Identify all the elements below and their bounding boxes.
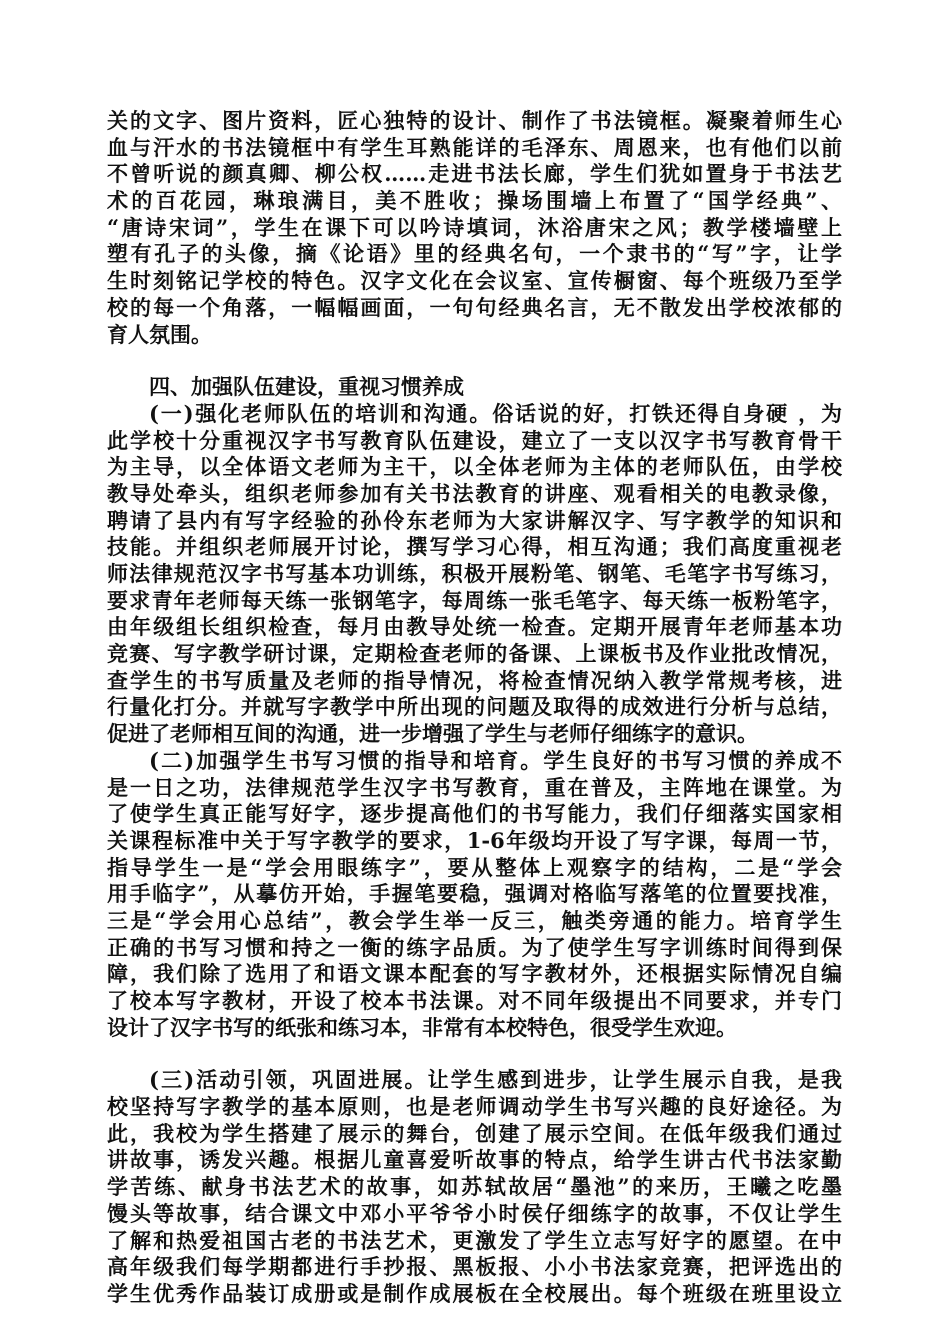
text-line: 由年级组长组织检查，每月由教导处统一检查。定期开展青年老师基本功 bbox=[107, 614, 842, 640]
text-line: 正确的书写习惯和持之一衡的练字品质。为了使学生写字训练时间得到保 bbox=[107, 934, 842, 960]
text-line: 了校本写字教材，开设了校本书法课。对不同年级提出不同要求，并专门 bbox=[107, 988, 842, 1013]
text-line: 学生优秀作品装订成册或是制作成展板在全校展出。每个班级在班里设立 bbox=[107, 1280, 842, 1306]
text-line: 促进了老师相互间的沟通，进一步增强了学生与老师仔细练字的意识。 bbox=[107, 721, 758, 747]
text-line: 此学校十分重视汉字书写教育队伍建设，建立了一支以汉字书写教育骨干 bbox=[107, 427, 842, 453]
text-line: 是一日之功，法律规范学生汉字书写教育，重在普及，主阵地在课堂。为 bbox=[107, 774, 842, 800]
text-line: 此，我校为学生搭建了展示的舞台，创建了展示空间。在低年级我们通过 bbox=[107, 1120, 842, 1146]
text-line: 术的百花园，琳琅满目，美不胜收；操场围墙上布置了“国学经典”、 bbox=[107, 188, 842, 214]
text-line: 三是“学会用心总结”，教会学生举一反三，触类旁通的能力。培育学生 bbox=[107, 907, 842, 933]
text-line: 聘请了县内有写字经验的孙伶东老师为大家讲解汉字、写字教学的知识和 bbox=[107, 507, 842, 533]
text-line: 高年级我们每学期都进行手抄报、黑板报、小小书法家竞赛，把评选出的 bbox=[107, 1254, 842, 1280]
text-line: 讲故事，诱发兴趣。根据儿童喜爱听故事的特点，给学生讲古代书法家勤 bbox=[107, 1147, 842, 1173]
document-page bbox=[107, 108, 842, 1308]
paragraph-activities bbox=[107, 1067, 842, 1307]
text-line: 馒头等故事，结合课文中邓小平爷爷小时侯仔细练字的故事，不仅让学生 bbox=[107, 1200, 842, 1226]
text-line: 了使学生真正能写好字，逐步提高他们的书写能力，我们仔细落实国家相 bbox=[107, 801, 842, 827]
text-line: 学苦练、献身书法艺术的故事，如苏轼故居“墨池”的来历，王曦之吃墨 bbox=[107, 1174, 842, 1200]
text-line: 技能。并组织老师展开讨论，撰写学习心得，相互沟通；我们高度重视老 bbox=[107, 534, 842, 560]
text-line: 关课程标准中关于写字教学的要求，1-6年级均开设了写字课，每周一节， bbox=[107, 827, 842, 853]
text-line: 血与汗水的书法镜框中有学生耳熟能详的毛泽东、周恩来，也有他们以前 bbox=[107, 134, 842, 160]
text-line: 为主导，以全体语文老师为主干，以全体老师为主体的老师队伍，由学校 bbox=[107, 454, 842, 480]
text-line: 关的文字、图片资料，匠心独特的设计、制作了书法镜框。凝聚着师生心 bbox=[107, 108, 842, 133]
text-line: 要求青年老师每天练一张钢笔字，每周练一张毛笔字、每天练一板粉笔字， bbox=[107, 587, 842, 613]
text-line: 校的每一个角落，一幅幅画面，一句句经典名言，无不散发出学校浓郁的 bbox=[107, 294, 842, 320]
text-line: (三)活动引领，巩固进展。让学生感到进步，让学生展示自我，是我 bbox=[149, 1067, 842, 1093]
section-heading: 四、加强队伍建设，重视习惯养成 bbox=[149, 374, 464, 400]
text-line: 师法律规范汉字书写基本功训练，积极开展粉笔、钢笔、毛笔字书写练习， bbox=[107, 561, 842, 586]
text-line: 育人氛围。 bbox=[107, 321, 212, 347]
text-line: 校坚持写字教学的基本原则，也是老师调动学生书写兴趣的良好途径。为 bbox=[107, 1094, 842, 1120]
text-line: 生时刻铭记学校的特色。汉字文化在会议室、宣传橱窗、每个班级乃至学 bbox=[107, 268, 842, 294]
text-line: 查学生的书写质量及老师的指导情况，将检查情况纳入教学常规考核，进 bbox=[107, 667, 842, 693]
text-line: 不曾听说的颜真卿、柳公权……走进书法长廊，学生们犹如置身于书法艺 bbox=[107, 161, 842, 187]
text-line: 行量化打分。并就写字教学中所出现的问题及取得的成效进行分析与总结， bbox=[107, 694, 842, 720]
paragraph-gap bbox=[107, 348, 842, 374]
text-line: (二)加强学生书写习惯的指导和培育。学生良好的书写习惯的养成不 bbox=[149, 747, 842, 773]
text-line: 用手临字”，从摹仿开始，手握笔要稳，强调对格临写落笔的位置要找准， bbox=[107, 881, 842, 907]
paragraph-teacher-training bbox=[107, 401, 842, 748]
text-line: 设计了汉字书写的纸张和练习本，非常有本校特色，很受学生欢迎。 bbox=[107, 1014, 737, 1040]
text-line: “唐诗宋词”，学生在课下可以吟诗填词，沐浴唐宋之风；教学楼墙壁上 bbox=[107, 214, 842, 240]
text-line: 了解和热爱祖国古老的书法艺术，更激发了学生立志写好字的愿望。在中 bbox=[107, 1227, 842, 1253]
text-line: 指导学生一是“学会用眼练字”，要从整体上观察字的结构，二是“学会 bbox=[107, 854, 842, 880]
paragraph-campus-culture bbox=[107, 108, 842, 348]
text-line: (一)强化老师队伍的培训和沟通。俗话说的好，打铁还得自身硬 ，为 bbox=[149, 400, 842, 426]
paragraph-student-habits bbox=[107, 748, 842, 1042]
text-line: 障，我们除了选用了和语文课本配套的写字教材外，还根据实际情况自编 bbox=[107, 961, 842, 987]
text-line: 教导处牵头，组织老师参加有关书法教育的讲座、观看相关的电教录像， bbox=[107, 480, 842, 506]
paragraph-gap bbox=[107, 1041, 842, 1067]
text-line: 竞赛、写字教学研讨课，定期检查老师的备课、上课板书及作业批改情况， bbox=[107, 641, 842, 667]
text-line: 塑有孔子的头像，摘《论语》里的经典名句，一个隶书的“写”字，让学 bbox=[107, 241, 842, 267]
